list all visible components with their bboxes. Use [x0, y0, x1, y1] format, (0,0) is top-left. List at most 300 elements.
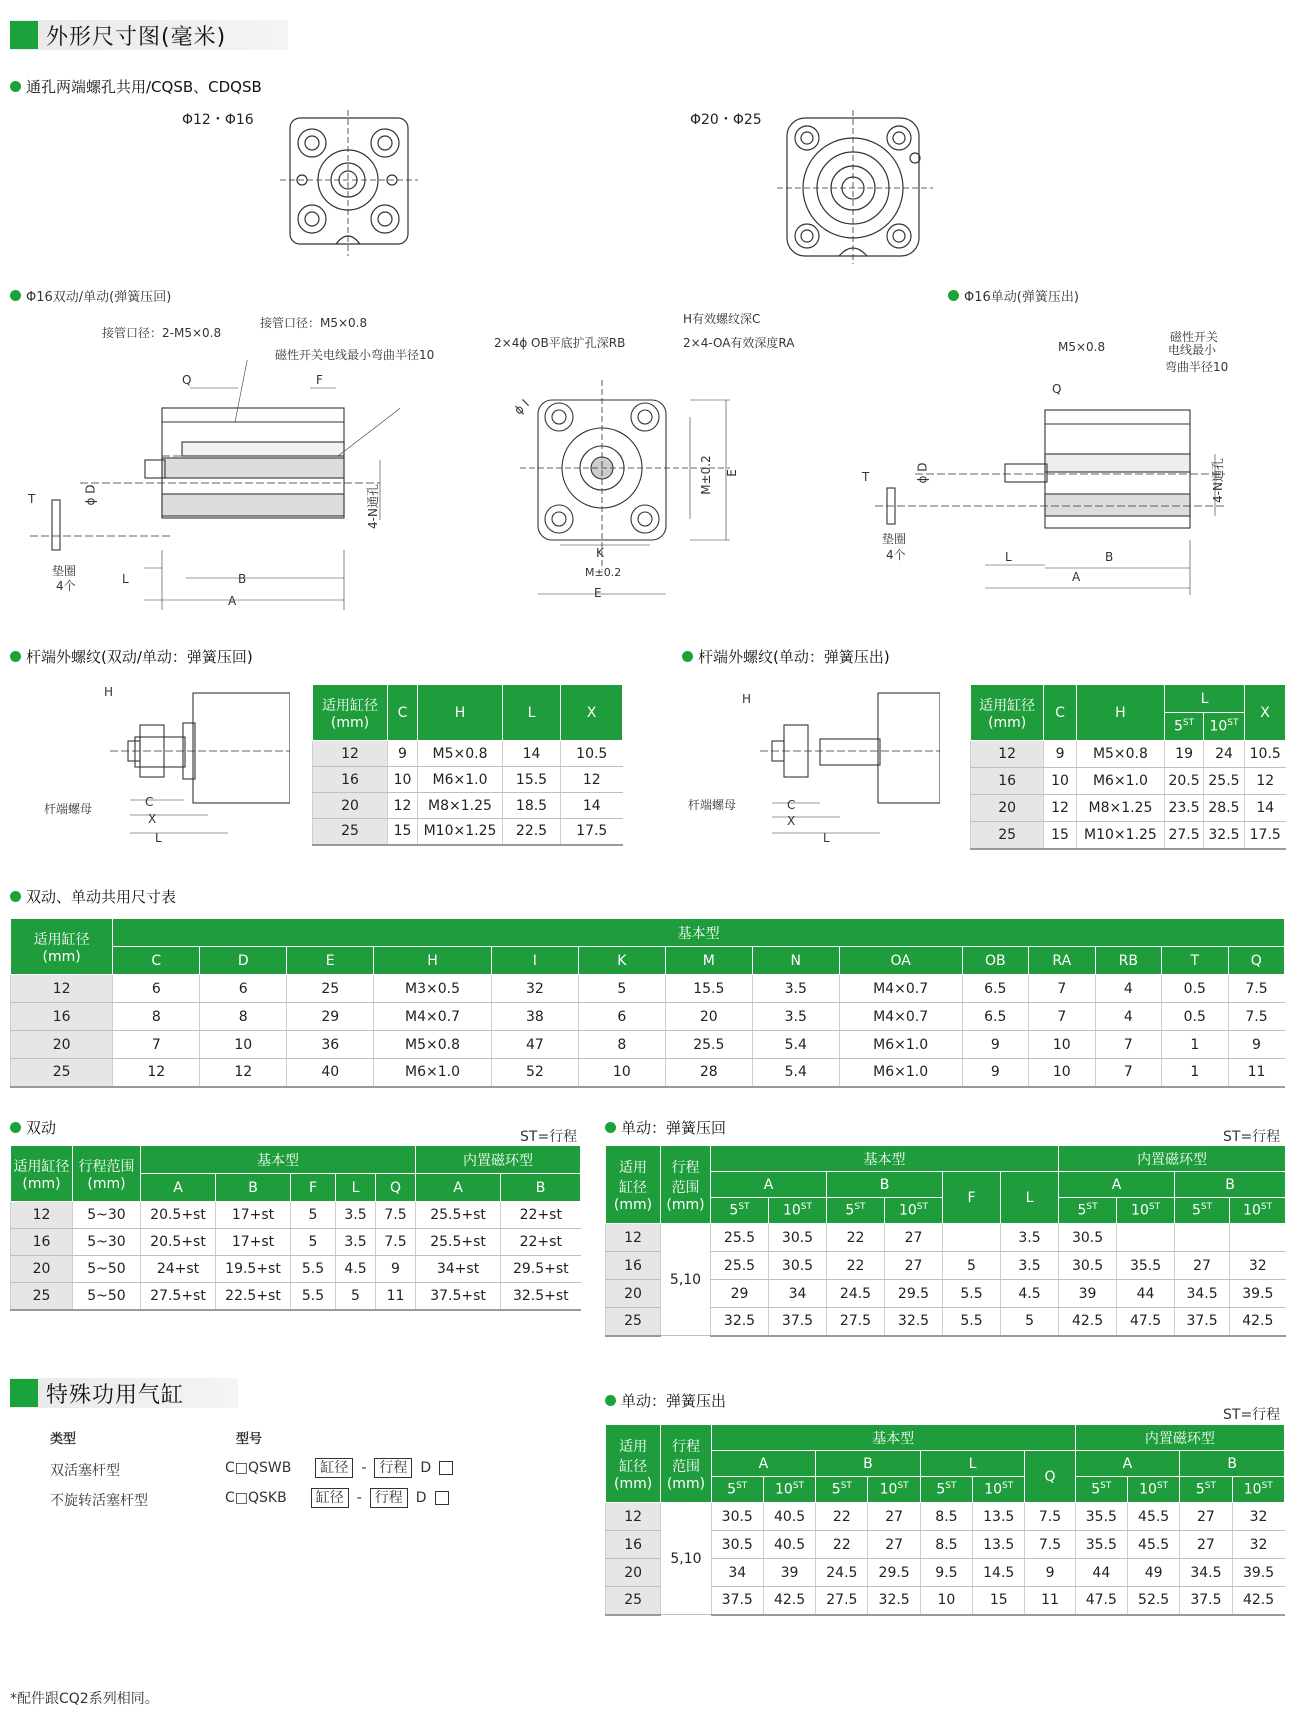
dim-f: F: [316, 373, 323, 387]
cell: 37.5: [1180, 1587, 1232, 1615]
cell: 10.5: [1244, 741, 1285, 768]
label-oa: 2×4-OA有效深度RA: [683, 336, 795, 350]
col-stroke: [711, 1198, 769, 1224]
cell: 20.5+st: [141, 1229, 216, 1256]
dim-l: L: [122, 572, 129, 586]
label-ob: 2×4ϕ OB平底扩孔深RB: [494, 336, 626, 350]
cell-range: 5,10: [661, 1503, 711, 1615]
cell-bore: 16: [971, 768, 1044, 795]
cell-bore: 12: [606, 1224, 661, 1252]
table-row: [971, 822, 1286, 849]
cell: M4×0.7: [839, 1003, 962, 1031]
rod-double-title: 杆端外螺纹(双动/单动：弹簧压回): [10, 646, 253, 667]
cell: 25: [287, 975, 374, 1003]
bore-box: 缸径: [311, 1488, 349, 1508]
cell: 25.5+st: [416, 1229, 501, 1256]
col-h: H: [418, 685, 503, 741]
cell: 15.5: [665, 975, 752, 1003]
cell: 0.5: [1162, 975, 1229, 1003]
stroke-value: 5: [1091, 1481, 1101, 1498]
cell: 34.5: [1175, 1280, 1230, 1308]
d-suffix: D: [420, 1460, 432, 1476]
col-rb: RB: [1095, 947, 1162, 975]
cell: 5: [291, 1202, 336, 1229]
cell: 6.5: [962, 975, 1029, 1003]
checkbox-icon: [439, 1461, 453, 1475]
col-stroke: [973, 1477, 1025, 1503]
cell: 12: [1044, 795, 1076, 822]
single-ret-title: 单动：弹簧压回: [605, 1117, 726, 1138]
cell: 1: [1162, 1059, 1229, 1087]
dim-m: M±0.2: [585, 566, 622, 579]
cell-bore: 25: [11, 1059, 113, 1087]
cell: 7.5: [1228, 1003, 1284, 1031]
col-x: X: [1244, 685, 1285, 741]
col-stroke: [1180, 1477, 1232, 1503]
cell: 5~30: [73, 1229, 141, 1256]
cell: 49: [1127, 1559, 1179, 1587]
cell: 5: [578, 975, 665, 1003]
stroke-value: 10: [1131, 1202, 1149, 1219]
col-a: A: [711, 1451, 816, 1477]
stroke-box: 行程: [374, 1458, 412, 1478]
col-a-mag: A: [1075, 1451, 1180, 1477]
table-row: [11, 1283, 581, 1310]
cell-bore: 16: [11, 1003, 113, 1031]
cell: 3.5: [336, 1229, 376, 1256]
col-stroke: [1175, 1198, 1230, 1224]
label-sw2: 电线最小: [1168, 343, 1217, 357]
col-l-5st: 5ST: [1165, 713, 1204, 741]
cell: 37.5+st: [416, 1283, 501, 1310]
cell: 25.5: [711, 1224, 769, 1252]
cell: 10: [578, 1059, 665, 1087]
cell: 7.5: [376, 1229, 416, 1256]
col-stroke: [920, 1477, 972, 1503]
cell-bore: 16: [606, 1531, 661, 1559]
cell: 22: [816, 1531, 868, 1559]
size-label-small: Φ12・Φ16: [182, 112, 254, 128]
cell: 24.5: [816, 1559, 868, 1587]
label-port-2: 接管口径：2-M5×0.8: [102, 326, 222, 340]
cell: 7: [1029, 975, 1096, 1003]
cell: 13.5: [973, 1503, 1025, 1531]
cell: M4×0.7: [839, 975, 962, 1003]
cell: [1175, 1224, 1230, 1252]
table-row: [313, 767, 623, 793]
cell: M6×1.0: [418, 767, 503, 793]
cell: 18.5: [503, 793, 561, 819]
cell: M5×0.8: [374, 1031, 492, 1059]
cell: 17.5: [561, 819, 623, 845]
cell: M3×0.5: [374, 975, 492, 1003]
cell: 19: [1165, 741, 1204, 768]
cell: 7.5: [1228, 975, 1284, 1003]
col-l: L: [336, 1174, 376, 1202]
col-a: A: [141, 1174, 216, 1202]
rod-x-2: X: [787, 814, 796, 828]
cell: 13.5: [973, 1531, 1025, 1559]
size-label-large: Φ20・Φ25: [690, 112, 762, 128]
rod-x: X: [148, 812, 157, 826]
cell: 3.5: [752, 975, 839, 1003]
cell: 4: [1095, 975, 1162, 1003]
cell: 14.5: [973, 1559, 1025, 1587]
rod-single-title: 杆端外螺纹(单动：弹簧压出): [682, 646, 890, 667]
special-title: 特殊功用气缸: [46, 1382, 185, 1408]
cell-range: 5,10: [661, 1224, 711, 1336]
cell: 27: [1180, 1531, 1232, 1559]
dim-d-2: ϕ D: [915, 462, 930, 484]
stroke-unit: ST: [840, 1481, 852, 1492]
col-b-mag: B: [1180, 1451, 1285, 1477]
cell: 34.5: [1180, 1559, 1232, 1587]
rod-c-2: C: [787, 798, 796, 812]
cell: 10: [920, 1587, 972, 1615]
cell: 5: [291, 1229, 336, 1256]
cell: M6×1.0: [839, 1059, 962, 1087]
cell-bore: 20: [11, 1031, 113, 1059]
cell: 42.5: [1059, 1308, 1117, 1336]
col-m: M: [665, 947, 752, 975]
cell: M5×0.8: [418, 741, 503, 767]
col-bore: 适用缸径 (mm): [11, 919, 113, 975]
dim-a-2: A: [1072, 570, 1081, 584]
col-stroke: [885, 1198, 943, 1224]
section-marker: [10, 1379, 38, 1407]
col-c: C: [1044, 685, 1076, 741]
cell: 4.5: [336, 1256, 376, 1283]
stroke-unit: ST: [1200, 1202, 1213, 1213]
table-row: [11, 1202, 581, 1229]
col-l: L: [1165, 685, 1245, 713]
cell: 23.5: [1165, 795, 1204, 822]
cell: 8.5: [920, 1531, 972, 1559]
stroke-value: 10: [984, 1481, 1003, 1498]
col-i: I: [491, 947, 578, 975]
special-type: 双活塞杆型: [50, 1463, 120, 1479]
double-title: 双动: [10, 1117, 56, 1138]
cell-bore: 25: [11, 1283, 73, 1310]
rod-nut-label: 杆端螺母: [44, 802, 93, 816]
col-stroke: [1075, 1477, 1127, 1503]
cell: 45.5: [1127, 1531, 1179, 1559]
stroke-value: 10: [1139, 1481, 1157, 1498]
stroke-unit: ST: [1156, 1481, 1169, 1492]
cell: 40.5: [763, 1503, 815, 1531]
cell: 15: [388, 819, 418, 845]
stroke-unit: ST: [792, 1481, 805, 1492]
bullet-icon: [605, 1395, 616, 1406]
cell: 25.5+st: [416, 1202, 501, 1229]
stroke-value: 5: [845, 1202, 855, 1219]
col-a: A: [711, 1172, 827, 1198]
bullet-icon: [10, 651, 21, 662]
col-bore: 适用缸径 (mm): [313, 685, 388, 741]
cell: 24.5: [827, 1280, 885, 1308]
rod-h: H: [104, 685, 114, 699]
table-row: [11, 1256, 581, 1283]
col-q: Q: [376, 1174, 416, 1202]
col-a-mag: A: [1059, 1172, 1175, 1198]
cell: 27: [885, 1252, 943, 1280]
cell: 27: [1175, 1252, 1230, 1280]
cell-bore: 20: [606, 1559, 661, 1587]
table-row: [313, 819, 623, 845]
cell: 7: [1029, 1003, 1096, 1031]
cell: 39.5: [1232, 1559, 1284, 1587]
col-stroke: [816, 1477, 868, 1503]
cell: 8: [578, 1031, 665, 1059]
cell: M10×1.25: [418, 819, 503, 845]
dim-b-2: B: [1105, 550, 1114, 564]
stroke-value: 5: [1077, 1202, 1087, 1219]
double-table: [10, 1145, 581, 1311]
cell: 17+st: [216, 1229, 291, 1256]
single-ret-table: [605, 1145, 1286, 1337]
rod-single-table: [970, 684, 1286, 850]
rod-double-table: [312, 684, 623, 846]
rod-end-drawing-double: [40, 685, 290, 850]
col-stroke: [1059, 1198, 1117, 1224]
cell: M8×1.25: [418, 793, 503, 819]
rod-l-2: L: [823, 831, 830, 845]
col-stroke: [1117, 1198, 1175, 1224]
section-marker: [10, 21, 38, 49]
cell: 25.5: [665, 1031, 752, 1059]
single-ext-title: 单动：弹簧压出: [605, 1390, 726, 1411]
bullet-icon: [10, 290, 21, 301]
stroke-value: 10: [775, 1481, 793, 1498]
col-e: E: [287, 947, 374, 975]
table-row: [11, 1059, 1285, 1087]
cell: 27: [1180, 1503, 1232, 1531]
table-row: [11, 1031, 1285, 1059]
group-basic: 基本型: [711, 1425, 1075, 1451]
stroke-value: 10: [1243, 1202, 1261, 1219]
stroke-unit: ST: [1204, 1481, 1216, 1492]
cell: 39: [1059, 1280, 1117, 1308]
cell: 3.5: [1001, 1224, 1059, 1252]
model-code: C□QSWB: [225, 1460, 292, 1476]
cell: 29.5: [885, 1280, 943, 1308]
col-bore: 适用缸径 (mm): [971, 685, 1044, 741]
cell: 30.5: [711, 1531, 763, 1559]
cell: 34+st: [416, 1256, 501, 1283]
cell: 9.5: [920, 1559, 972, 1587]
cell: 37.5: [711, 1587, 763, 1615]
dim-d: ϕ D: [83, 484, 98, 506]
cell: 30.5: [1059, 1224, 1117, 1252]
checkbox-icon: [435, 1491, 449, 1505]
dim-i: ϕ I: [511, 396, 532, 418]
col-b: B: [827, 1172, 943, 1198]
bullet-icon: [10, 81, 21, 92]
cell: 10.5: [561, 741, 623, 767]
col-oa: OA: [839, 947, 962, 975]
cell: 34: [769, 1280, 827, 1308]
label-port: 接管口径：M5×0.8: [260, 316, 368, 330]
cell: 42.5: [763, 1587, 815, 1615]
cell: 29: [711, 1280, 769, 1308]
col-range: 行程 范围 (mm): [661, 1425, 711, 1503]
cell-bore: 12: [606, 1503, 661, 1531]
group-magnet: 内置磁环型: [1075, 1425, 1284, 1451]
table-row: [971, 741, 1286, 768]
table-row: [606, 1503, 1285, 1531]
cell: 22+st: [501, 1229, 581, 1256]
col-h: H: [1076, 685, 1164, 741]
col-stroke: [827, 1198, 885, 1224]
table-row: [11, 1229, 581, 1256]
model-code: C□QSKB: [225, 1490, 287, 1506]
cell: 32: [491, 975, 578, 1003]
cell: 6.5: [962, 1003, 1029, 1031]
cell: 42.5: [1232, 1587, 1284, 1615]
dim-l-2: L: [1005, 550, 1012, 564]
cell: 8: [113, 1003, 200, 1031]
cell-bore: 25: [313, 819, 388, 845]
group-magnet: 内置磁环型: [416, 1146, 581, 1174]
cell: 32: [1232, 1503, 1284, 1531]
col-bore: 适用 缸径 (mm): [606, 1425, 661, 1503]
cell: 40.5: [763, 1531, 815, 1559]
group-basic: 基本型: [141, 1146, 416, 1174]
dim-t-2: T: [862, 470, 870, 484]
cell: 3.5: [752, 1003, 839, 1031]
washer-label: 垫圈: [52, 564, 77, 578]
d16-single-title: Φ16单动(弹簧压出): [948, 286, 1079, 305]
stroke-box: 行程: [370, 1488, 408, 1508]
cell: 9: [1228, 1031, 1284, 1059]
label-n-hole: 4-N通孔: [365, 484, 380, 529]
rod-end-drawing-single: [720, 685, 940, 850]
cell: 14: [561, 793, 623, 819]
cell: 5~50: [73, 1256, 141, 1283]
label-h: H有效螺纹深C: [683, 312, 761, 326]
cell: 9: [376, 1256, 416, 1283]
stroke-value: 5: [1195, 1481, 1205, 1498]
cell: 12: [113, 1059, 200, 1087]
cell: 37.5: [1175, 1308, 1230, 1336]
stroke-unit: ST: [800, 1202, 813, 1213]
bullet-icon: [948, 290, 959, 301]
table-row: [11, 975, 1285, 1003]
table-row: [606, 1224, 1286, 1252]
cell: 29.5+st: [501, 1256, 581, 1283]
double-st-note: ST=行程: [520, 1129, 578, 1145]
stroke-value: 10: [1243, 1481, 1262, 1498]
cell-bore: 25: [606, 1308, 661, 1336]
cell-bore: 16: [313, 767, 388, 793]
flange-drawing-large: [775, 110, 935, 265]
col-f: F: [291, 1174, 336, 1202]
cell: 22.5: [503, 819, 561, 845]
col-stroke: [769, 1198, 827, 1224]
col-bore: 适用缸径 (mm): [11, 1146, 73, 1202]
cell: 30.5: [769, 1224, 827, 1252]
cell: 15.5: [503, 767, 561, 793]
cell: 44: [1117, 1280, 1175, 1308]
table-row: [971, 768, 1286, 795]
cell: 12: [1244, 768, 1285, 795]
cell: 38: [491, 1003, 578, 1031]
col-l: L: [1001, 1172, 1059, 1224]
cell: 1: [1162, 1031, 1229, 1059]
cell: 42.5: [1230, 1308, 1286, 1336]
cell: 37.5: [769, 1308, 827, 1336]
dim-e-vert: E: [724, 469, 739, 477]
cell: 40: [287, 1059, 374, 1087]
cell: 25.5: [1203, 768, 1244, 795]
washer-count-2: 4个: [886, 548, 906, 562]
col-bore: 适用 缸径 (mm): [606, 1146, 661, 1224]
stroke-value: 5: [729, 1202, 739, 1219]
cell: 27.5: [827, 1308, 885, 1336]
cell: M4×0.7: [374, 1003, 492, 1031]
d-suffix: D: [415, 1490, 427, 1506]
cell: 27: [868, 1531, 920, 1559]
cell: 12: [388, 793, 418, 819]
cell: 44: [1075, 1559, 1127, 1587]
cell: 6: [578, 1003, 665, 1031]
col-h: H: [374, 947, 492, 975]
table-row: [313, 793, 623, 819]
dim-e: E: [594, 586, 602, 600]
label-m5: M5×0.8: [1058, 340, 1106, 354]
stroke-value: 5: [831, 1481, 841, 1498]
cell: 29: [287, 1003, 374, 1031]
cell: 10: [388, 767, 418, 793]
cell: 5.5: [291, 1256, 336, 1283]
cell: 4.5: [1001, 1280, 1059, 1308]
bore-box: 缸径: [315, 1458, 353, 1478]
cell: 8: [200, 1003, 287, 1031]
cell-bore: 12: [11, 1202, 73, 1229]
col-stroke: [1230, 1198, 1286, 1224]
special-col-model: 型号: [236, 1432, 263, 1447]
rod-c: C: [145, 795, 154, 809]
cell: 14: [1244, 795, 1285, 822]
cell: 5: [943, 1252, 1001, 1280]
cell: 7.5: [376, 1202, 416, 1229]
cell: 47.5: [1117, 1308, 1175, 1336]
cell: [1117, 1224, 1175, 1252]
cell: 52.5: [1127, 1587, 1179, 1615]
d16-double-title: Φ16双动/单动(弹簧压回): [10, 286, 171, 305]
cell: 15: [973, 1587, 1025, 1615]
cell-bore: 20: [313, 793, 388, 819]
stroke-unit: ST: [897, 1481, 909, 1492]
cell: 32.5+st: [501, 1283, 581, 1310]
cell-bore: 20: [971, 795, 1044, 822]
stroke-unit: ST: [1260, 1202, 1273, 1213]
group-basic: 基本型: [113, 919, 1285, 947]
cell: 9: [1044, 741, 1076, 768]
cell: 22: [827, 1224, 885, 1252]
col-ob: OB: [962, 947, 1029, 975]
cell: 30.5: [769, 1252, 827, 1280]
bullet-icon: [605, 1122, 616, 1133]
cell: 39.5: [1230, 1280, 1286, 1308]
dim-t: T: [28, 492, 36, 506]
cell-bore: 12: [11, 975, 113, 1003]
cell: 5.4: [752, 1059, 839, 1087]
side-view-double: [20, 360, 400, 610]
col-l: L: [920, 1451, 1025, 1477]
rod-h-2: H: [742, 692, 752, 706]
stroke-unit: ST: [738, 1202, 750, 1213]
